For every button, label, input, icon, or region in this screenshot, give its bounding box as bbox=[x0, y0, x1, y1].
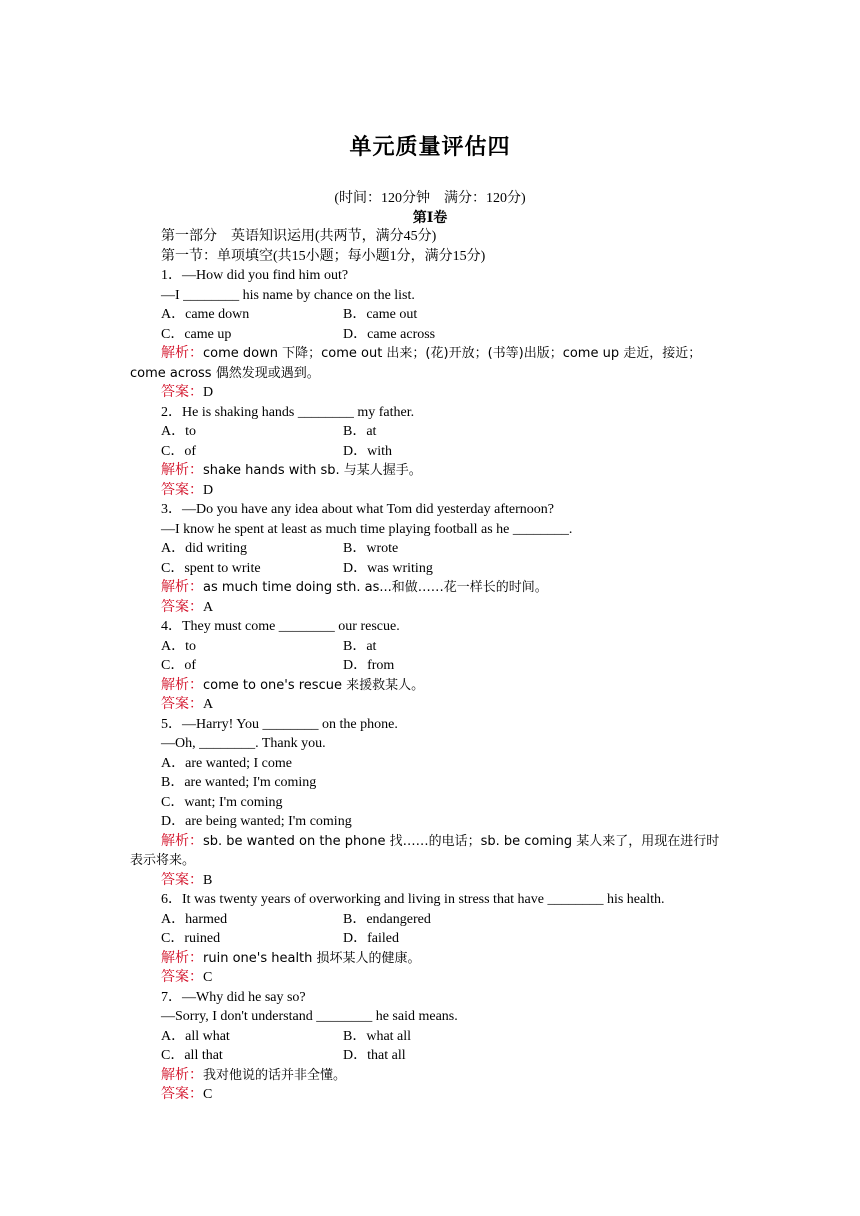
question-stem: —Sorry, I don't understand ________ he said means. bbox=[161, 1009, 458, 1024]
analysis-text: sb. be wanted on the phone 找……的电话；sb. be coming 某人来了，用现在进行时表示将来。 bbox=[130, 833, 720, 868]
option: D．with bbox=[343, 443, 392, 459]
document-body bbox=[130, 227, 730, 1105]
option: A．are wanted; I come bbox=[161, 755, 292, 771]
option: A．to bbox=[161, 638, 196, 654]
analysis-text: come to one's rescue 来援救某人。 bbox=[203, 677, 425, 693]
answer bbox=[130, 1085, 730, 1105]
options-row bbox=[130, 1027, 730, 1047]
analysis-label: 解析： bbox=[161, 950, 203, 966]
option: D．from bbox=[343, 658, 395, 673]
options-row bbox=[130, 559, 730, 579]
option: D．that all bbox=[343, 1048, 406, 1063]
question-stem: 1．—How did you find him out? bbox=[161, 268, 349, 283]
option: C．all that bbox=[161, 1048, 223, 1063]
analysis-label: 解析： bbox=[161, 580, 203, 595]
options-row bbox=[130, 910, 730, 930]
option: B．came out bbox=[343, 307, 418, 322]
analysis bbox=[130, 1066, 730, 1086]
options-row bbox=[130, 305, 730, 325]
question-stem: —I know he spent at least as much time playing football as he ________. bbox=[161, 521, 573, 537]
volume-heading: 第Ⅰ卷 bbox=[412, 211, 448, 226]
analysis bbox=[130, 676, 730, 696]
analysis bbox=[130, 578, 730, 598]
analysis-label: 解析： bbox=[161, 346, 203, 361]
question-stem: 4．They must come ________ our rescue. bbox=[161, 619, 400, 634]
option: C．came up bbox=[161, 326, 232, 342]
analysis bbox=[130, 832, 730, 871]
options-row bbox=[130, 442, 730, 462]
part-heading: 第一部分 英语知识运用(共两节，满分45分) bbox=[161, 229, 437, 244]
options-row bbox=[130, 656, 730, 676]
option: C．spent to write bbox=[161, 560, 261, 576]
answer-value: D bbox=[203, 385, 214, 400]
answer-label: 答案： bbox=[161, 385, 203, 400]
question-stem: 5．—Harry! You ________ on the phone. bbox=[161, 716, 398, 732]
options-row bbox=[130, 929, 730, 949]
answer-value: B bbox=[203, 872, 213, 888]
option: C．want; I'm coming bbox=[161, 794, 283, 810]
option: D．failed bbox=[343, 931, 399, 946]
option: B．are wanted; I'm coming bbox=[161, 775, 317, 790]
options-row bbox=[130, 539, 730, 559]
answer bbox=[130, 383, 730, 403]
answer-label: 答案： bbox=[161, 1087, 203, 1102]
analysis-label: 解析： bbox=[161, 833, 203, 849]
options-row bbox=[130, 637, 730, 657]
answer-label: 答案： bbox=[161, 599, 203, 615]
analysis-text: shake hands with sb. 与某人握手。 bbox=[203, 463, 422, 478]
analysis bbox=[130, 344, 730, 383]
option: A．harmed bbox=[161, 911, 228, 927]
answer-value: A bbox=[203, 697, 214, 712]
option: B．wrote bbox=[343, 541, 399, 556]
section-heading: 第一节：单项填空(共15小题；每小题1分，满分15分) bbox=[161, 248, 486, 264]
analysis bbox=[130, 949, 730, 969]
answer bbox=[130, 481, 730, 501]
analysis-label: 解析： bbox=[161, 463, 203, 478]
page-title: 单元质量评估四 bbox=[349, 135, 511, 160]
question-stem: —Oh, ________. Thank you. bbox=[161, 736, 326, 751]
option: C．of bbox=[161, 658, 196, 673]
exam-meta: (时间：120分钟 满分：120分) bbox=[334, 191, 526, 206]
answer-value: C bbox=[203, 1087, 213, 1102]
answer-value: C bbox=[203, 970, 213, 985]
option: C．of bbox=[161, 443, 196, 459]
option: A．to bbox=[161, 424, 196, 439]
option: A．did writing bbox=[161, 541, 247, 556]
answer bbox=[130, 695, 730, 715]
question-stem: 6．It was twenty years of overworking and living in stress that have ________ his health. bbox=[161, 892, 665, 907]
option: B．at bbox=[343, 424, 377, 439]
option: D．came across bbox=[343, 326, 436, 342]
analysis-text: 我对他说的话并非全懂。 bbox=[203, 1067, 347, 1083]
analysis-text: come down 下降；come out 出来；(花)开放；(书等)出版；come up 走近，接近；come across 偶然发现或遇到。 bbox=[130, 346, 702, 381]
options-row bbox=[130, 325, 730, 345]
analysis-label: 解析： bbox=[161, 1067, 203, 1083]
answer bbox=[130, 871, 730, 891]
answer-label: 答案： bbox=[161, 697, 203, 712]
analysis-text: as much time doing sth. as...和做……花一样长的时间。 bbox=[203, 580, 548, 595]
analysis bbox=[130, 461, 730, 481]
question-stem: 3．—Do you have any idea about what Tom did yesterday afternoon? bbox=[161, 502, 554, 517]
answer-label: 答案： bbox=[161, 872, 203, 888]
answer-label: 答案： bbox=[161, 482, 203, 498]
answer-label: 答案： bbox=[161, 970, 203, 985]
options-row bbox=[130, 1046, 730, 1066]
option: D．are being wanted; I'm coming bbox=[161, 814, 352, 829]
option: B．endangered bbox=[343, 911, 431, 927]
option: A．came down bbox=[161, 307, 250, 322]
answer bbox=[130, 598, 730, 618]
option: B．at bbox=[343, 638, 377, 654]
option: C．ruined bbox=[161, 931, 221, 946]
answer bbox=[130, 968, 730, 988]
option: A．all what bbox=[161, 1028, 230, 1044]
question-stem: 7．—Why did he say so? bbox=[161, 989, 306, 1005]
analysis-text: ruin one's health 损坏某人的健康。 bbox=[203, 950, 421, 966]
options-row bbox=[130, 422, 730, 442]
answer-value: D bbox=[203, 482, 214, 498]
analysis-label: 解析： bbox=[161, 677, 203, 693]
option: D．was writing bbox=[343, 560, 433, 576]
answer-value: A bbox=[203, 599, 214, 615]
question-stem: —I ________ his name by chance on the list. bbox=[161, 287, 415, 303]
question-stem: 2．He is shaking hands ________ my father. bbox=[161, 404, 415, 420]
option: B．what all bbox=[343, 1028, 412, 1044]
